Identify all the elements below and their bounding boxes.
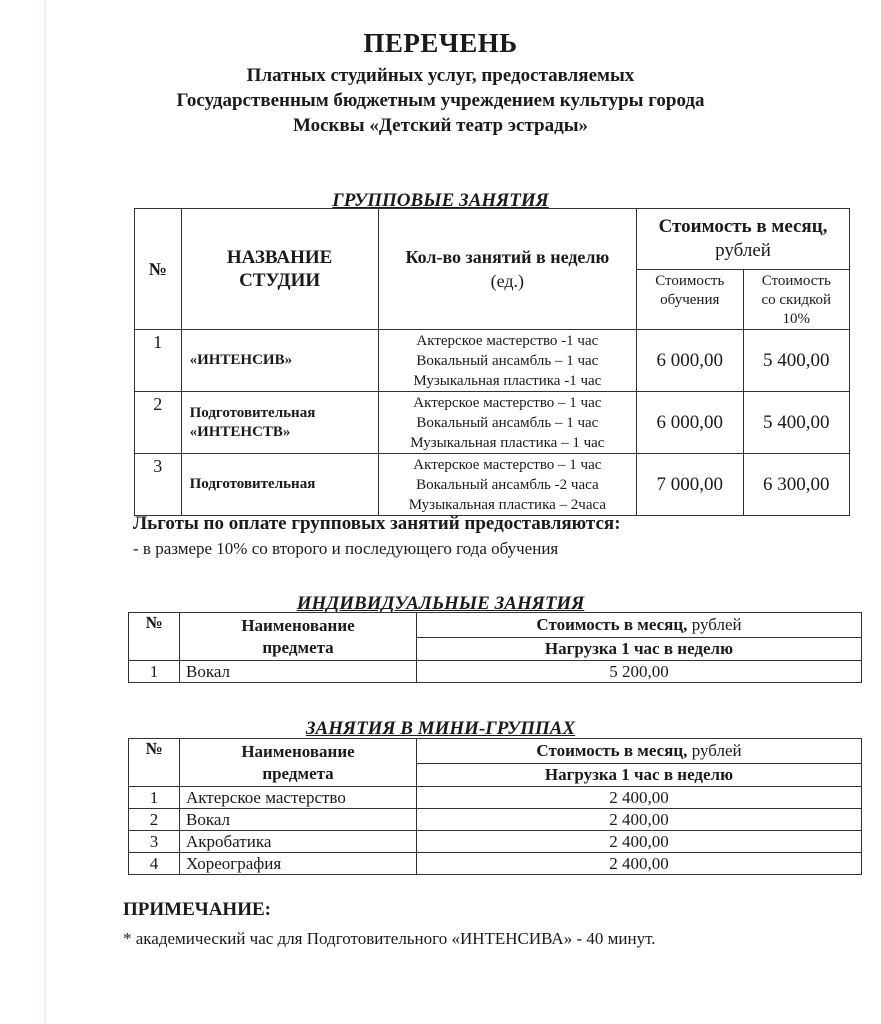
col-header-load: Нагрузка 1 час в неделю bbox=[417, 638, 862, 661]
price: 2 400,00 bbox=[417, 809, 862, 831]
price-discount: 5 400,00 bbox=[743, 392, 849, 454]
price: 2 400,00 bbox=[417, 831, 862, 853]
col-header-monthly-cost: Стоимость в месяц, рублей bbox=[417, 613, 862, 638]
table-row bbox=[135, 330, 850, 392]
studio-name: Подготовительная «ИНТЕНСТВ» bbox=[181, 392, 378, 454]
subject-name: Хореография bbox=[180, 853, 417, 875]
document-subtitle bbox=[0, 63, 881, 138]
col-header-load: Нагрузка 1 час в неделю bbox=[417, 764, 862, 787]
col-header-subject: Наименование предмета bbox=[180, 739, 417, 787]
studio-name: Подготовительная bbox=[181, 454, 378, 516]
table-row bbox=[135, 392, 850, 454]
lessons-list: Актерское мастерство – 1 час Вокальный ансамбль – 1 час Музыкальная пластика – 1 час bbox=[378, 392, 636, 454]
col-header-monthly-cost: Стоимость в месяц, рублей bbox=[637, 209, 850, 270]
price: 6 000,00 bbox=[637, 330, 743, 392]
col-header-monthly-cost: Стоимость в месяц, рублей bbox=[417, 739, 862, 764]
table-row bbox=[129, 661, 862, 683]
row-num: 3 bbox=[129, 831, 180, 853]
subtitle-line: Государственным бюджетным учреждением культуры города bbox=[176, 90, 705, 111]
row-num: 4 bbox=[129, 853, 180, 875]
group-lessons-heading: ГРУППОВЫЕ ЗАНЯТИЯ bbox=[332, 190, 549, 211]
price-discount: 6 300,00 bbox=[743, 454, 849, 516]
row-num: 2 bbox=[129, 809, 180, 831]
col-header-num: № bbox=[129, 739, 180, 787]
table-row bbox=[135, 454, 850, 516]
document-title: ПЕРЕЧЕНЬ bbox=[363, 28, 518, 58]
subtitle-line: Москвы «Детский театр эстрады» bbox=[292, 115, 589, 136]
col-header-full-cost: Стоимость обучения bbox=[637, 270, 743, 330]
subject-name: Актерское мастерство bbox=[180, 787, 417, 809]
benefits-item: - в размере 10% со второго и последующего года обучения bbox=[133, 539, 559, 558]
benefits-title: Льготы по оплате групповых занятий предоставляются: bbox=[133, 513, 621, 534]
price-discount: 5 400,00 bbox=[743, 330, 849, 392]
table-row bbox=[129, 853, 862, 875]
price: 2 400,00 bbox=[417, 787, 862, 809]
note-text: * академический час для Подготовительного «ИНТЕНСИВА» - 40 минут. bbox=[123, 929, 656, 948]
col-header-subject: Наименование предмета bbox=[180, 613, 417, 661]
lessons-list: Актерское мастерство – 1 час Вокальный ансамбль -2 часа Музыкальная пластика – 2часа bbox=[378, 454, 636, 516]
group-lessons-table bbox=[134, 208, 850, 516]
individual-lessons-table bbox=[128, 612, 862, 683]
table-row bbox=[129, 831, 862, 853]
row-num: 2 bbox=[135, 392, 182, 454]
scan-margin-line bbox=[44, 0, 46, 1024]
row-num: 3 bbox=[135, 454, 182, 516]
row-num: 1 bbox=[135, 330, 182, 392]
col-header-lessons-per-week: Кол-во занятий в неделю (ед.) bbox=[378, 209, 636, 330]
col-header-num: № bbox=[129, 613, 180, 661]
col-header-discount-cost: Стоимость со скидкой 10% bbox=[743, 270, 849, 330]
price: 7 000,00 bbox=[637, 454, 743, 516]
subject-name: Вокал bbox=[180, 809, 417, 831]
price: 2 400,00 bbox=[417, 853, 862, 875]
mini-group-lessons-heading: ЗАНЯТИЯ В МИНИ-ГРУППАХ bbox=[305, 718, 576, 739]
price: 6 000,00 bbox=[637, 392, 743, 454]
subtitle-line: Платных студийных услуг, предоставляемых bbox=[246, 65, 635, 86]
note-title: ПРИМЕЧАНИЕ: bbox=[123, 899, 271, 920]
row-num: 1 bbox=[129, 787, 180, 809]
studio-name: «ИНТЕНСИВ» bbox=[181, 330, 378, 392]
subject-name: Вокал bbox=[180, 661, 417, 683]
subject-name: Акробатика bbox=[180, 831, 417, 853]
row-num: 1 bbox=[129, 661, 180, 683]
mini-group-lessons-table bbox=[128, 738, 862, 875]
lessons-list: Актерское мастерство -1 час Вокальный ансамбль – 1 час Музыкальная пластика -1 час bbox=[378, 330, 636, 392]
table-row bbox=[129, 787, 862, 809]
table-row bbox=[129, 809, 862, 831]
col-header-num: № bbox=[135, 209, 182, 330]
price: 5 200,00 bbox=[417, 661, 862, 683]
col-header-studio-name: НАЗВАНИЕ СТУДИИ bbox=[181, 209, 378, 330]
individual-lessons-heading: ИНДИВИДУАЛЬНЫЕ ЗАНЯТИЯ bbox=[296, 593, 585, 614]
